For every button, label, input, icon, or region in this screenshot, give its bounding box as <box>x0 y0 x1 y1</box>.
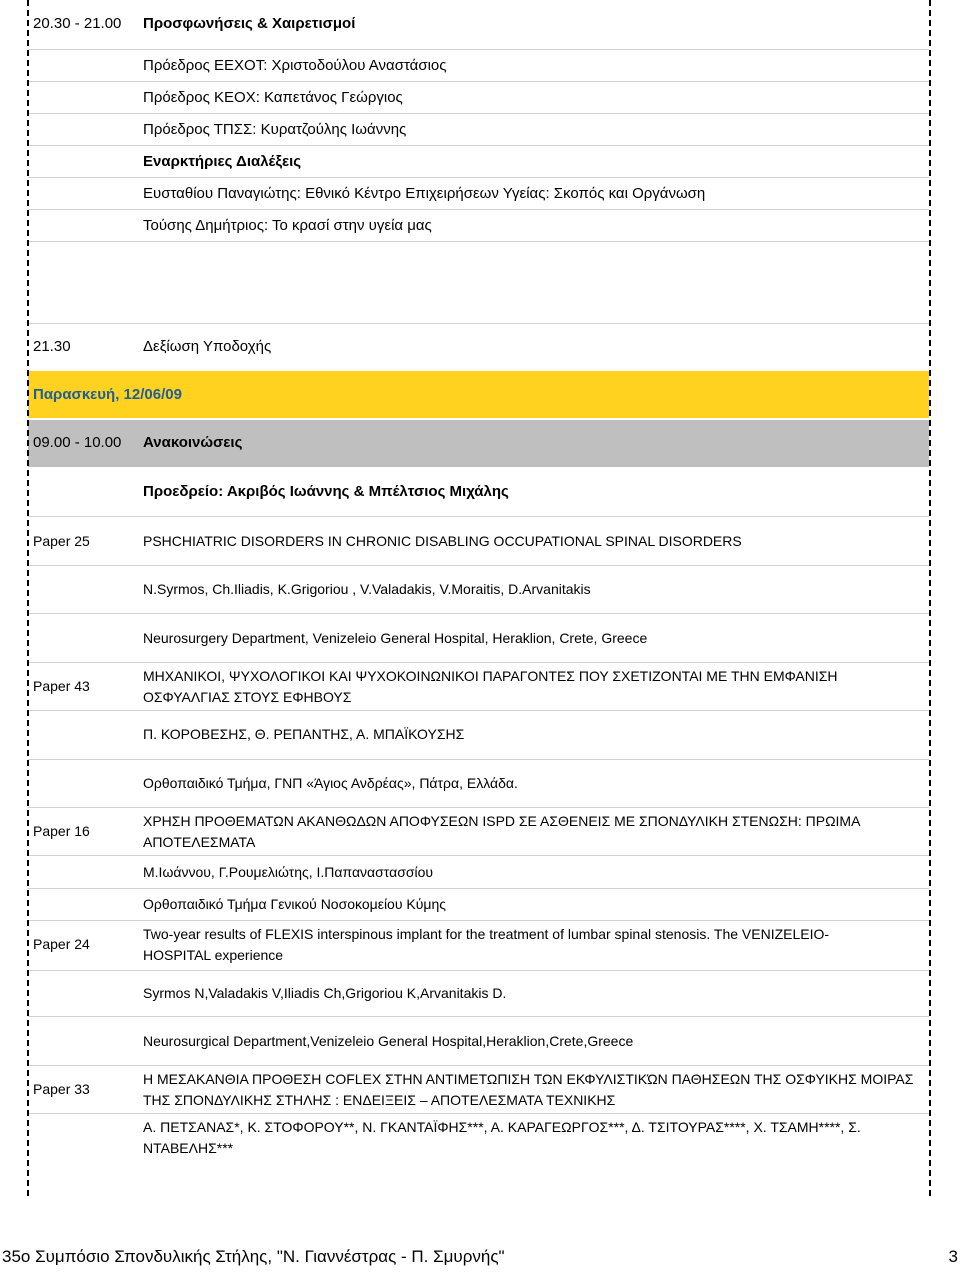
lecture-2: Τούσης Δημήτριος: Το κρασί στην υγεία μας <box>143 217 432 234</box>
paper-authors: Μ.Ιωάννου, Γ.Ρουμελιώτης, Ι.Παπαναστασσίου <box>143 864 434 880</box>
lecture-1: Ευσταθίου Παναγιώτης: Εθνικό Κέντρο Επιχειρήσεων Υγείας: Σκοπός και Οργάνωση <box>143 185 706 202</box>
paper-id: Paper 33 <box>33 1081 90 1097</box>
paper-authors: Π. ΚΟΡΟΒΕΣΗΣ, Θ. ΡΕΠΑΝΤΗΣ, Α. ΜΠΑΪΚΟΥΣΗΣ <box>143 726 465 742</box>
session-time: 09.00 - 10.00 <box>33 434 122 451</box>
day-heading: Παρασκευή, 12/06/09 <box>33 386 182 403</box>
paper-authors: N.Syrmos, Ch.Iliadis, K.Grigoriou , V.Valadakis, V.Moraitis, D.Arvanitakis <box>143 581 591 597</box>
reception-title: Δεξίωση Υποδοχής <box>143 338 272 355</box>
opening-lectures: Εναρκτήριες Διαλέξεις <box>143 153 302 170</box>
paper-id: Paper 16 <box>33 823 90 839</box>
chairs: Προεδρείο: Ακριβός Ιωάννης & Μπέλτσιος Μιχάλης <box>143 483 509 500</box>
footer-title: 35ο Συμπόσιο Σπονδυλικής Στήλης, "Ν. Γιαννέστρας - Π. Σμυρνής" <box>2 1247 505 1266</box>
paper-id: Paper 24 <box>33 936 90 952</box>
president-tpss: Πρόεδρος ΤΠΣΣ: Κυρατζούλης Ιωάννης <box>143 121 407 138</box>
right-border <box>929 0 931 1196</box>
welcome-title: Προσφωνήσεις & Χαιρετισμοί <box>143 15 356 32</box>
footer <box>0 1247 960 1271</box>
session-title: Ανακοινώσεις <box>143 434 243 451</box>
president-keox: Πρόεδρος ΚΕΟΧ: Καπετάνος Γεώργιος <box>143 89 403 106</box>
time-welcome: 20.30 - 21.00 <box>33 15 122 32</box>
president-eexot: Πρόεδρος ΕΕΧΟΤ: Χριστοδούλου Αναστάσιος <box>143 57 447 74</box>
paper-authors: Α. ΠΕΤΣΑΝΑΣ*, Κ. ΣΤΟΦΟΡΟΥ**, Ν. ΓΚΑΝΤΑΪΦΗΣ***, Α. ΚΑΡΑΓΕΩΡΓΟΣ***, Δ. ΤΣΙΤΟΥΡΑΣ****, Χ. ΤΣΑΜΗ****, Σ. <box>143 1119 861 1135</box>
paper-affiliation: Ορθοπαιδικό Τμήμα, ΓΝΠ «Άγιος Ανδρέας», Πάτρα, Ελλάδα. <box>143 775 518 791</box>
paper-title: Two-year results of FLEXIS interspinous implant for the treatment of lumbar spinal stenosis. The VENIZELEIO- <box>143 926 830 942</box>
paper-affiliation: Neurosurgical Department,Venizeleio General Hospital,Heraklion,Crete,Greece <box>143 1033 634 1049</box>
paper-title: Η ΜΕΣΑΚΑΝΘΙΑ ΠΡΟΘΕΣΗ COFLEX ΣΤΗΝ ΑΝΤΙΜΕΤΩΠΙΣΗ ΤΩΝ ΕΚΦΥΛΙΣΤΙΚΏΝ ΠΑΘΗΣΕΩΝ ΤΗΣ ΟΣΦΥΙΚΗΣ ΜΟΙΡΑΣ <box>143 1071 914 1087</box>
paper-title: PSHCHIATRIC DISORDERS IN CHRONIC DISABLING OCCUPATIONAL SPINAL DISORDERS <box>143 533 742 549</box>
paper-title-cont: HOSPITAL experience <box>143 947 284 963</box>
paper-title-cont: ΟΣΦΥΑΛΓΙΑΣ ΣΤΟΥΣ ΕΦΗΒΟΥΣ <box>143 689 352 705</box>
paper-title-cont: ΑΠΟΤΕΛΕΣΜΑΤΑ <box>143 834 256 850</box>
paper-authors: Syrmos N,Valadakis V,Iliadis Ch,Grigoriou K,Arvanitakis D. <box>143 985 507 1001</box>
paper-title-cont: ΤΗΣ ΣΠΟΝΔΥΛΙΚΗΣ ΣΤΗΛΗΣ : ΕΝΔΕΙΞΕΙΣ – ΑΠΟΤΕΛΕΣΜΑΤΑ ΤΕΧΝΙΚΗΣ <box>143 1092 616 1108</box>
left-border <box>27 0 29 1196</box>
paper-authors-cont: ΝΤΑΒΕΛΗΣ*** <box>143 1140 234 1156</box>
time-reception: 21.30 <box>33 338 71 355</box>
page-number: 3 <box>948 1247 958 1266</box>
paper-title: ΧΡΗΣΗ ΠΡΟΘΕΜΑΤΩΝ ΑΚΑΝΘΩΔΩΝ ΑΠΟΦΥΣΕΩΝ ISPD ΣΕ ΑΣΘΕΝΕΙΣ ΜΕ ΣΠΟΝΔΥΛΙΚΗ ΣΤΕΝΩΣΗ: ΠΡΩΙΜΑ <box>143 813 861 829</box>
paper-id: Paper 25 <box>33 533 90 549</box>
paper-affiliation: Ορθοπαιδικό Τμήμα Γενικού Νοσοκομείου Κύμης <box>143 896 446 912</box>
paper-title: ΜΗΧΑΝΙΚΟΙ, ΨΥΧΟΛΟΓΙΚΟΙ ΚΑΙ ΨΥΧΟΚΟΙΝΩΝΙΚΟΙ ΠΑΡΑΓΟΝΤΕΣ ΠΟΥ ΣΧΕΤΙΖΟΝΤΑΙ ΜΕ ΤΗΝ ΕΜΦΑΝΙΣΗ <box>143 668 838 684</box>
paper-affiliation: Neurosurgery Department, Venizeleio General Hospital, Heraklion, Crete, Greece <box>143 630 648 646</box>
paper-id: Paper 43 <box>33 678 90 694</box>
